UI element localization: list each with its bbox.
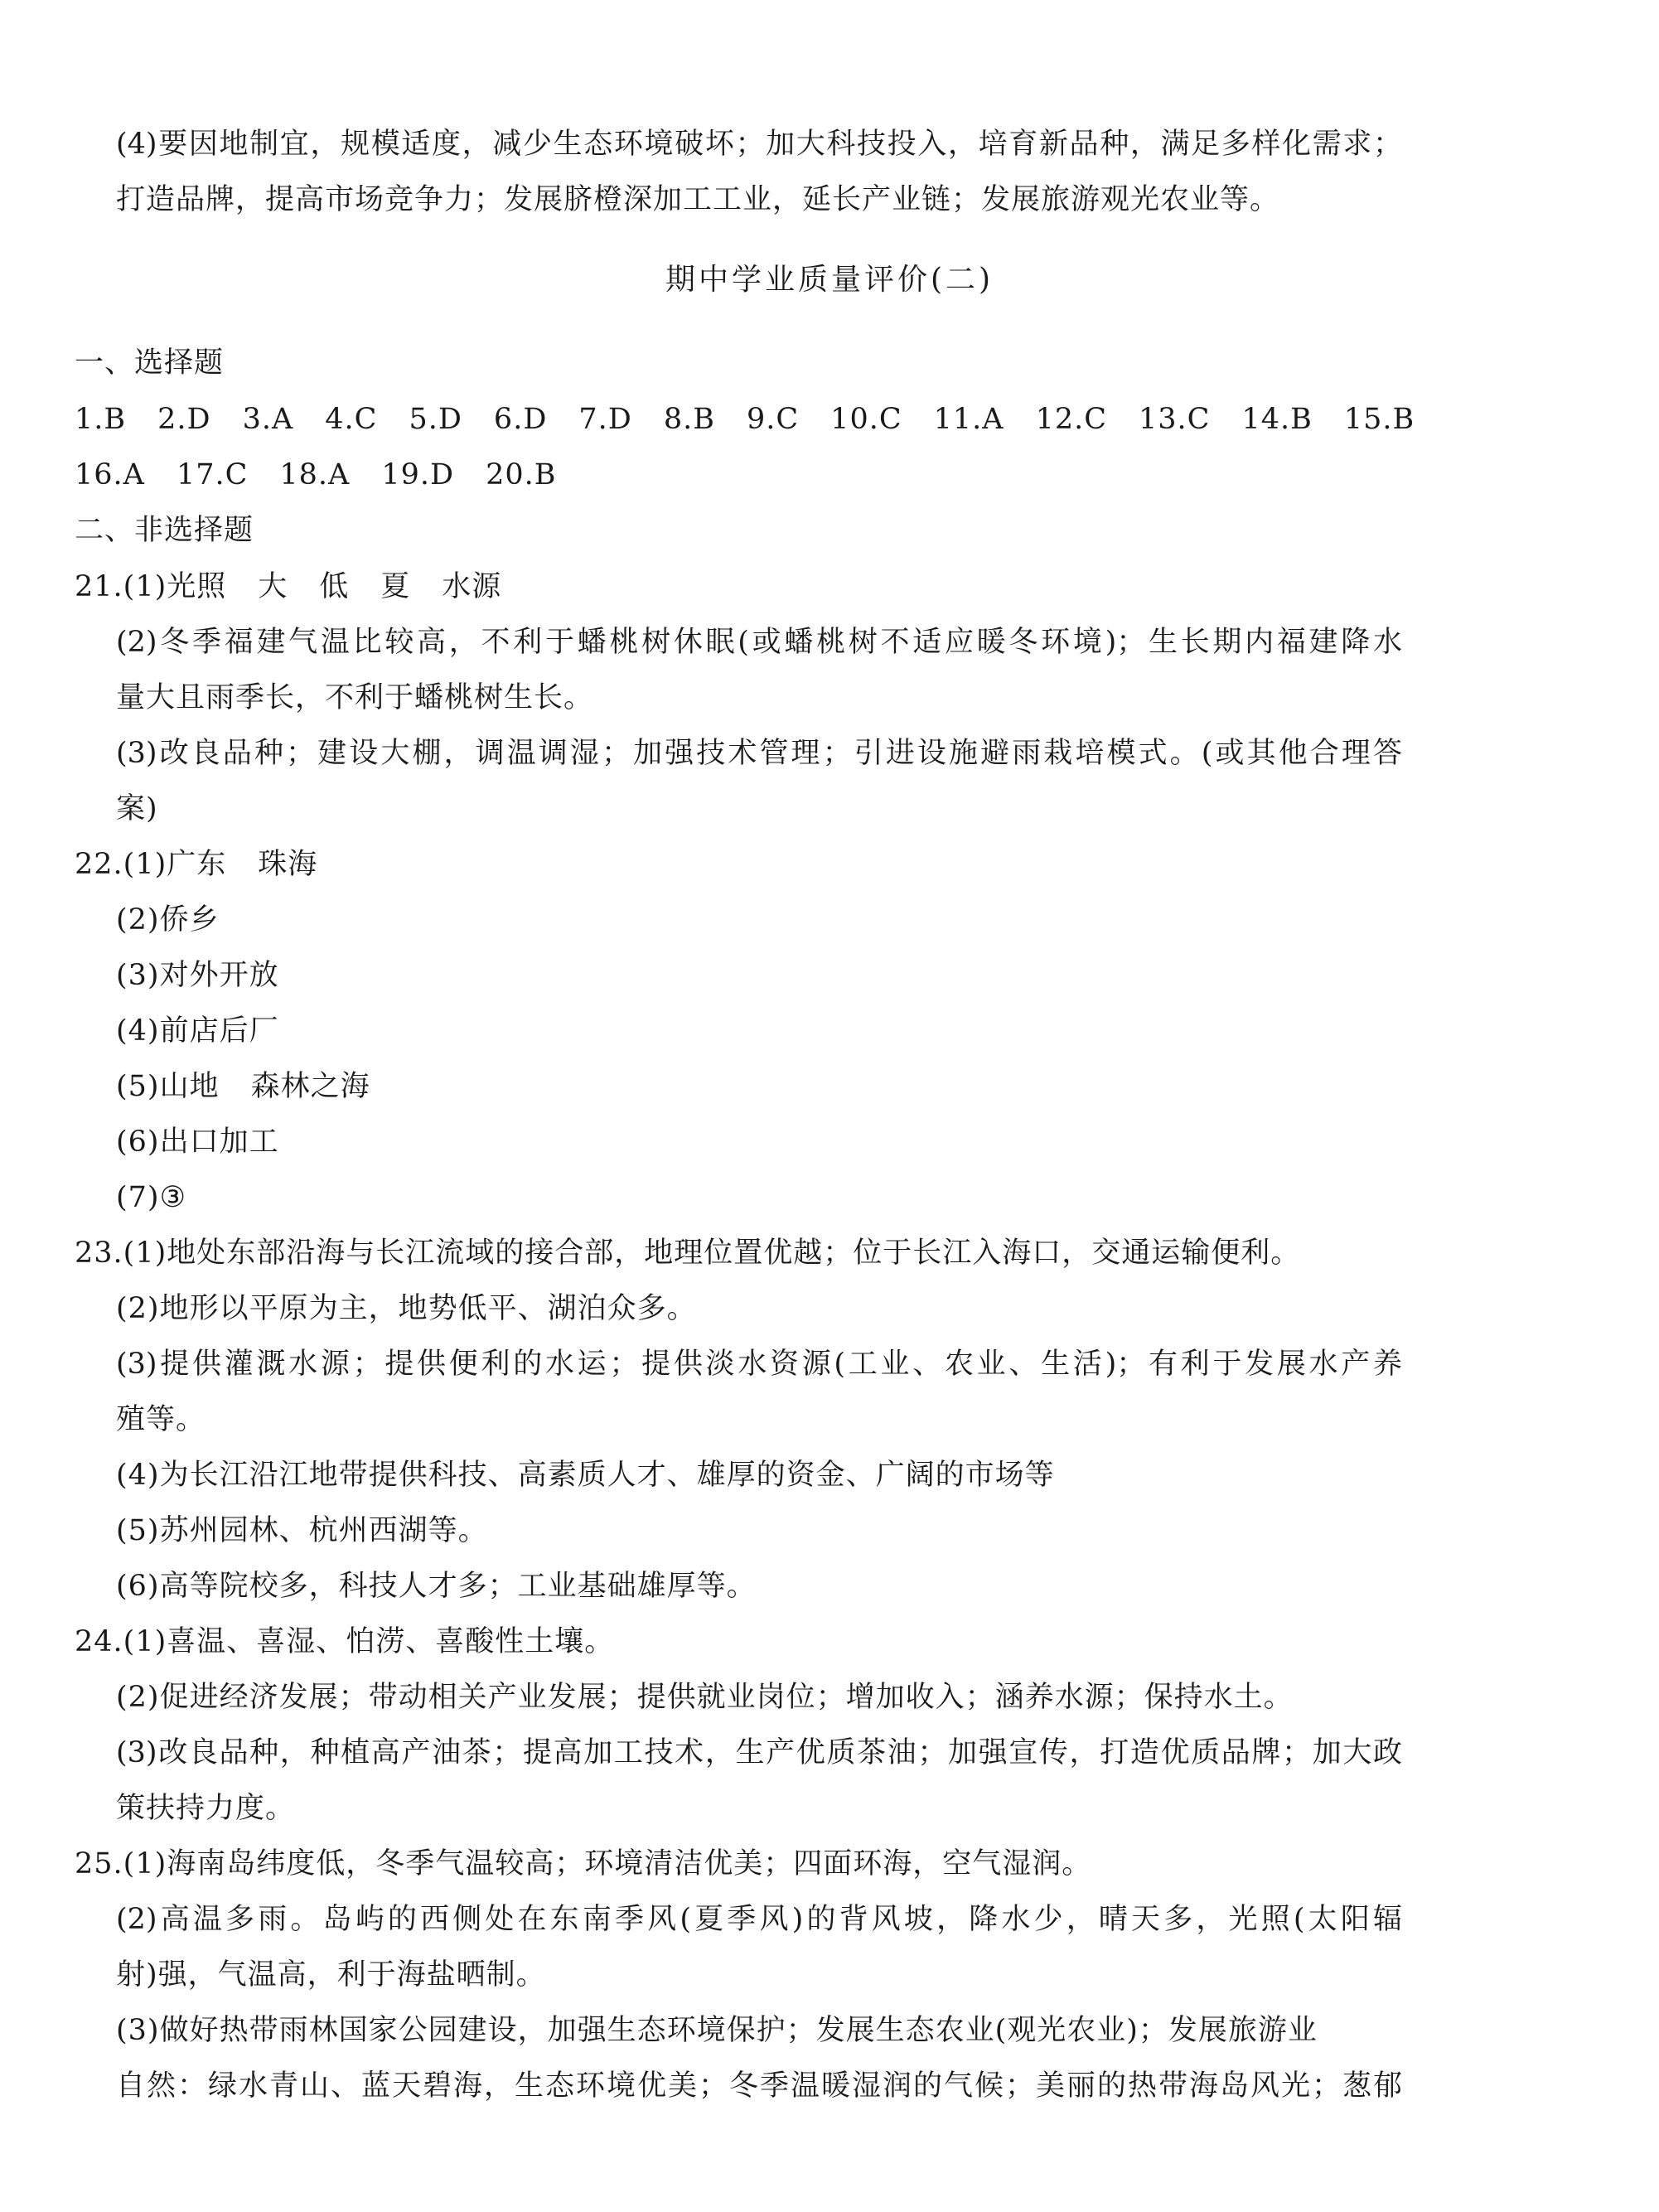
q22-part7: (7)③ <box>116 1181 186 1214</box>
answer-item: 14.B <box>1241 403 1313 436</box>
heading-non-choice: 二、非选择题 <box>75 514 254 547</box>
answer-item: 7.D <box>578 403 632 436</box>
answer-item: 4.C <box>325 403 378 436</box>
q22-part1 <box>75 846 317 883</box>
q25-part2-line2: 射)强，气温高，利于海盐晒制。 <box>116 1958 546 1992</box>
q23-part3-line2: 殖等。 <box>116 1403 206 1436</box>
answer-item: 16.A <box>75 458 145 491</box>
answer-item: 15.B <box>1343 403 1415 436</box>
q22-part1-answer: 珠海 <box>258 848 318 881</box>
q22-part4: (4)前店后厂 <box>116 1014 279 1048</box>
q21-part1-answer: 夏 <box>380 570 411 603</box>
q21-part3-line1: (3)改良品种；建设大棚，调温调湿；加强技术管理；引进设施避雨栽培模式。(或其他合理答 <box>116 737 1402 770</box>
q24-part3-line2: 策扶持力度。 <box>116 1792 296 1825</box>
answers-row-1 <box>75 401 1446 438</box>
q24-part2: (2)促进经济发展；带动相关产业发展；提供就业岗位；增加收入；涵养水源；保持水土。 <box>116 1681 1294 1714</box>
q24-part1: 24.(1)喜温、喜湿、怕涝、喜酸性土壤。 <box>75 1625 615 1658</box>
q22-part1-answer: 22.(1)广东 <box>75 848 227 881</box>
answer-item: 17.C <box>176 458 249 491</box>
q21-part1-answer: 水源 <box>442 570 502 603</box>
q24-part3-line1: (3)改良品种，种植高产油茶；提高加工技术，生产优质茶油；加强宣传，打造优质品牌；加大政 <box>116 1736 1402 1769</box>
q21-part1-answer: 低 <box>319 570 350 603</box>
q25-part3-line1: (3)做好热带雨林国家公园建设，加强生态环境保护；发展生态农业(观光农业)；发展旅游业 <box>116 2014 1318 2047</box>
section-title: 期中学业质量评价(二) <box>665 263 994 297</box>
q21-part1 <box>75 569 501 605</box>
q23-part2: (2)地形以平原为主，地势低平、湖泊众多。 <box>116 1292 697 1325</box>
q-prev-4-line2: 打造品牌，提高市场竞争力；发展脐橙深加工工业，延长产业链；发展旅游观光农业等。 <box>116 183 1280 216</box>
q22-part6: (6)出口加工 <box>116 1125 279 1159</box>
q21-part2-line2: 量大且雨季长，不利于蟠桃树生长。 <box>116 681 594 714</box>
q25-part3-line2: 自然：绿水青山、蓝天碧海，生态环境优美；冬季温暖湿润的气候；美丽的热带海岛风光；葱郁 <box>116 2069 1402 2103</box>
answer-item: 1.B <box>75 403 127 436</box>
answer-item: 20.B <box>486 458 557 491</box>
q23-part1: 23.(1)地处东部沿海与长江流域的接合部，地理位置优越；位于长江入海口，交通运输便利。 <box>75 1237 1301 1270</box>
answer-item: 13.C <box>1139 403 1211 436</box>
answers-row-2 <box>75 457 588 493</box>
q23-part4: (4)为长江沿江地带提供科技、高素质人才、雄厚的资金、广阔的市场等 <box>116 1459 1055 1492</box>
answer-item: 19.D <box>381 458 455 491</box>
q23-part5: (5)苏州园林、杭州西湖等。 <box>116 1514 488 1547</box>
q22-part5-answer: 森林之海 <box>250 1070 370 1103</box>
q-prev-4-line1: (4)要因地制宜，规模适度，减少生态环境破坏；加大科技投入，培育新品种，满足多样化需求； <box>116 128 1402 161</box>
q25-part2-line1: (2)高温多雨。岛屿的西侧处在东南季风(夏季风)的背风坡，降水少，晴天多，光照(太阳辐 <box>116 1903 1402 1936</box>
q23-part6: (6)高等院校多，科技人才多；工业基础雄厚等。 <box>116 1570 757 1603</box>
answer-item: 10.C <box>830 403 902 436</box>
answer-item: 12.C <box>1035 403 1108 436</box>
q21-part2-line1: (2)冬季福建气温比较高，不利于蟠桃树休眠(或蟠桃树不适应暖冬环境)；生长期内福建降水 <box>116 626 1402 659</box>
q22-part3: (3)对外开放 <box>116 959 279 992</box>
answer-item: 18.A <box>279 458 351 491</box>
q25-part1: 25.(1)海南岛纬度低，冬季气温较高；环境清洁优美；四面环海，空气湿润。 <box>75 1847 1092 1880</box>
q21-part1-answer: 21.(1)光照 <box>75 570 227 603</box>
answer-item: 2.D <box>157 403 211 436</box>
q22-part2: (2)侨乡 <box>116 903 220 937</box>
answer-item: 6.D <box>493 403 548 436</box>
q21-part1-answer: 大 <box>258 570 288 603</box>
q21-part3-line2: 案) <box>116 792 158 825</box>
answer-item: 9.C <box>746 403 800 436</box>
answer-item: 3.A <box>242 403 294 436</box>
answer-item: 11.A <box>933 403 1004 436</box>
q22-part5 <box>116 1068 370 1105</box>
q22-part5-answer: (5)山地 <box>116 1070 220 1103</box>
q23-part3-line1: (3)提供灌溉水源；提供便利的水运；提供淡水资源(工业、农业、生活)；有利于发展水产养 <box>116 1348 1402 1381</box>
answer-item: 5.D <box>409 403 462 436</box>
answer-item: 8.B <box>663 403 715 436</box>
heading-multiple-choice: 一、选择题 <box>75 346 225 380</box>
